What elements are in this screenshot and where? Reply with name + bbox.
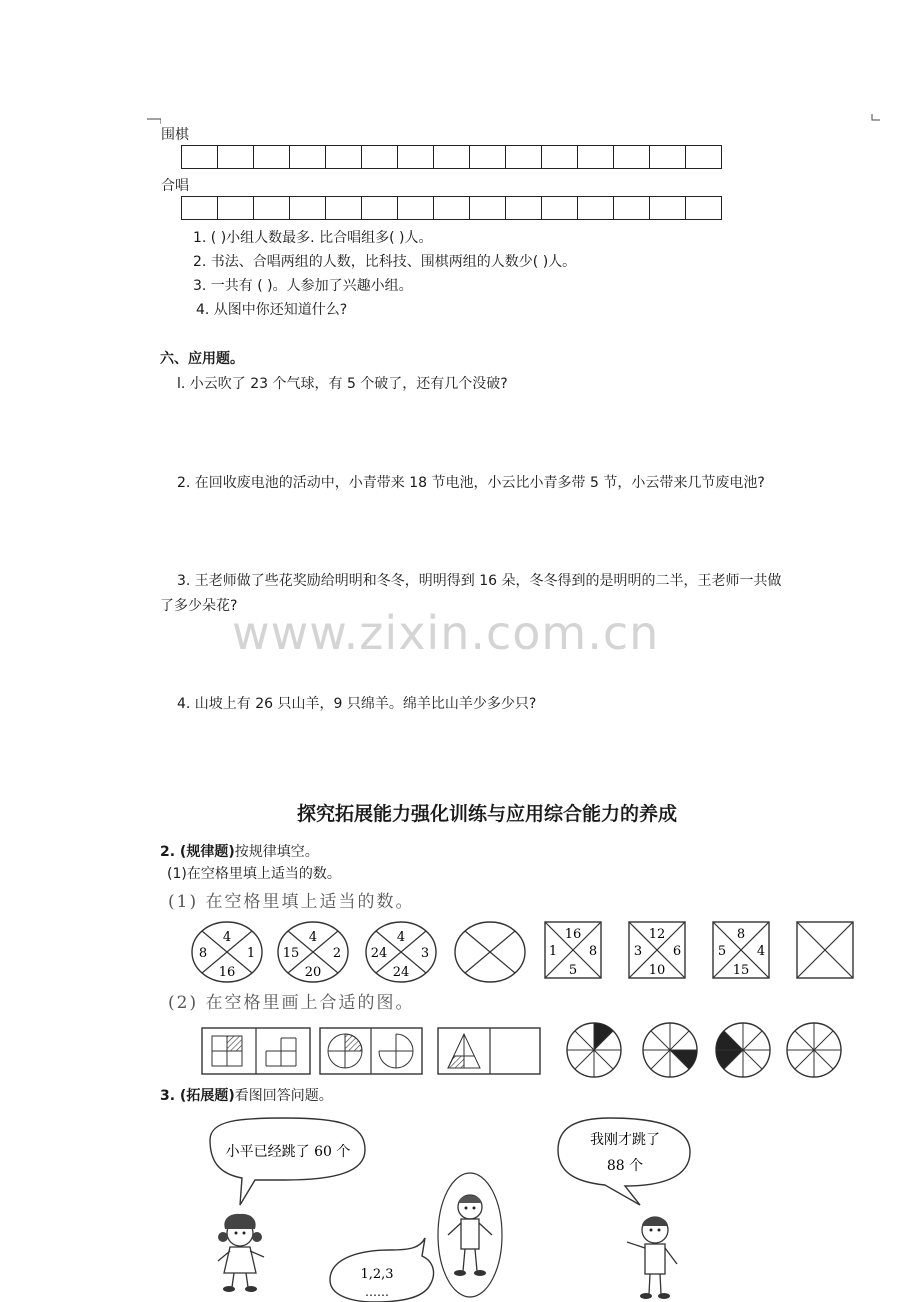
number-circle-3 <box>366 922 436 982</box>
circle-1-left: 8 <box>198 946 208 961</box>
grid-row-weiqi <box>181 145 722 169</box>
circle-3-right: 3 <box>420 946 430 961</box>
circle-2-top: 4 <box>308 930 318 945</box>
square-2-left: 3 <box>633 944 643 959</box>
question-1: 1. ( )小组人数最多. 比合唱组多( )人。 <box>193 230 433 246</box>
grid-cell <box>578 145 614 169</box>
bubble-right-line1: 我刚才跳了 <box>590 1132 660 1148</box>
grid-cell <box>218 145 254 169</box>
square-2-right: 6 <box>672 944 682 959</box>
grid-cell <box>506 145 542 169</box>
shape-puzzle-figures <box>198 1018 848 1080</box>
circle-1-right: 1 <box>246 946 256 961</box>
grid-cell <box>398 145 434 169</box>
problem-2: 2. 在回收废电池的活动中，小青带来 18 节电池，小云比小青多带 5 节，小云带来几节废电池? <box>177 475 765 491</box>
grid-cell <box>326 145 362 169</box>
grid-cell <box>434 196 470 220</box>
grid-cell <box>182 196 218 220</box>
grid-cell <box>254 196 290 220</box>
number-square-3 <box>713 922 769 978</box>
jump-rope-illustration <box>200 1110 720 1302</box>
row-label-hechang: 合唱 <box>161 178 189 194</box>
shape-pair-squares <box>202 1028 310 1074</box>
problem-4: 4. 山坡上有 26 只山羊，9 只绵羊。绵羊比山羊少多少只? <box>177 696 537 712</box>
boy-figure <box>627 1217 677 1299</box>
square-2-top: 12 <box>648 927 666 942</box>
circle-1-top: 4 <box>222 930 232 945</box>
grid-cell <box>470 145 506 169</box>
grid-cell <box>398 196 434 220</box>
number-circle-1 <box>192 922 262 982</box>
explore-q2-sub1: (1)在空格里填上适当的数。 <box>167 866 341 882</box>
scan-sub2-heading: (2) 在空格里画上合适的图。 <box>168 993 415 1013</box>
grid-cell <box>290 196 326 220</box>
explore-q3-tag: 3. (拓展题) <box>160 1088 235 1104</box>
speech-bubble-left <box>210 1118 365 1205</box>
grid-cell <box>650 196 686 220</box>
problem-3-line2: 了多少朵花? <box>160 598 238 614</box>
problem-3-line1: 3. 王老师做了些花奖励给明明和冬冬，明明得到 16 朵，冬冬得到的是明明的二半，王老师一共做 <box>177 573 782 589</box>
square-1-bottom: 5 <box>568 963 578 978</box>
square-3-top: 8 <box>736 927 746 942</box>
jumping-kid-figure <box>438 1173 502 1297</box>
grid-cell <box>614 196 650 220</box>
number-square-2 <box>629 922 685 978</box>
pie-wheel-2 <box>643 1023 697 1077</box>
circle-3-bottom: 24 <box>392 965 410 980</box>
watermark: www.zixin.com.cn <box>232 606 660 660</box>
crop-mark-left <box>147 114 161 124</box>
number-square-4-blank <box>797 922 853 978</box>
grid-cell <box>686 196 722 220</box>
circle-1-bottom: 16 <box>218 965 236 980</box>
explore-q2-heading <box>160 841 319 861</box>
bubble-bottom-line1: 1,2,3 <box>360 1267 394 1282</box>
number-circle-2 <box>278 922 348 982</box>
square-3-left: 5 <box>717 944 727 959</box>
question-4: 4. 从图中你还知道什么? <box>196 302 348 318</box>
bubble-right-line2: 88 个 <box>606 1158 644 1174</box>
explore-q2-tag: 2. (规律题) <box>160 844 235 860</box>
question-2: 2. 书法、合唱两组的人数，比科技、围棋两组的人数少( )人。 <box>193 254 577 270</box>
grid-cell <box>542 145 578 169</box>
explore-q2-text: 按规律填空。 <box>234 844 319 860</box>
pie-wheel-3 <box>716 1023 770 1077</box>
grid-cell <box>434 145 470 169</box>
grid-cell <box>218 196 254 220</box>
square-1-right: 8 <box>588 944 598 959</box>
circle-3-left: 24 <box>370 946 388 961</box>
grid-cell <box>290 145 326 169</box>
bubble-bottom-line2: …… <box>365 1285 389 1299</box>
grid-cell <box>542 196 578 220</box>
question-3: 3. 一共有 ( )。人参加了兴趣小组。 <box>193 278 413 294</box>
girl-figure <box>218 1214 264 1292</box>
circle-2-left: 15 <box>282 946 300 961</box>
row-label-weiqi: 围棋 <box>161 127 189 143</box>
grid-cell <box>182 145 218 169</box>
shape-pair-circles <box>320 1028 422 1074</box>
section-six-title: 六、应用题。 <box>160 351 244 367</box>
circle-3-top: 4 <box>396 930 406 945</box>
grid-cell <box>326 196 362 220</box>
grid-cell <box>506 196 542 220</box>
problem-1: l. 小云吹了 23 个气球，有 5 个破了，还有几个没破? <box>177 376 508 392</box>
circle-2-bottom: 20 <box>304 965 322 980</box>
grid-cell <box>614 145 650 169</box>
number-square-1 <box>545 922 601 978</box>
square-1-left: 1 <box>548 944 558 959</box>
grid-cell <box>470 196 506 220</box>
crop-mark-right <box>870 114 884 124</box>
pie-wheel-1 <box>567 1023 621 1077</box>
pie-wheel-4-blank <box>787 1023 841 1077</box>
grid-cell <box>650 145 686 169</box>
grid-cell <box>362 196 398 220</box>
grid-cell <box>254 145 290 169</box>
square-2-bottom: 10 <box>648 963 666 978</box>
square-1-top: 16 <box>564 927 582 942</box>
scan-sub1-heading: (1) 在空格里填上适当的数。 <box>168 892 415 912</box>
explore-title: 探究拓展能力强化训练与应用综合能力的养成 <box>297 803 678 825</box>
explore-q3-text: 看图回答问题。 <box>234 1088 333 1104</box>
grid-row-hechang <box>181 196 722 220</box>
grid-cell <box>362 145 398 169</box>
grid-cell <box>578 196 614 220</box>
square-3-right: 4 <box>756 944 766 959</box>
grid-cell <box>686 145 722 169</box>
explore-q3-heading <box>160 1085 333 1105</box>
circle-2-right: 2 <box>332 946 342 961</box>
number-puzzle-figures <box>185 918 865 986</box>
shape-pair-triangle <box>438 1028 540 1074</box>
square-3-bottom: 15 <box>732 963 750 978</box>
number-circle-4-blank <box>455 922 525 982</box>
bubble-left-text: 小平已经跳了 60 个 <box>225 1144 351 1160</box>
